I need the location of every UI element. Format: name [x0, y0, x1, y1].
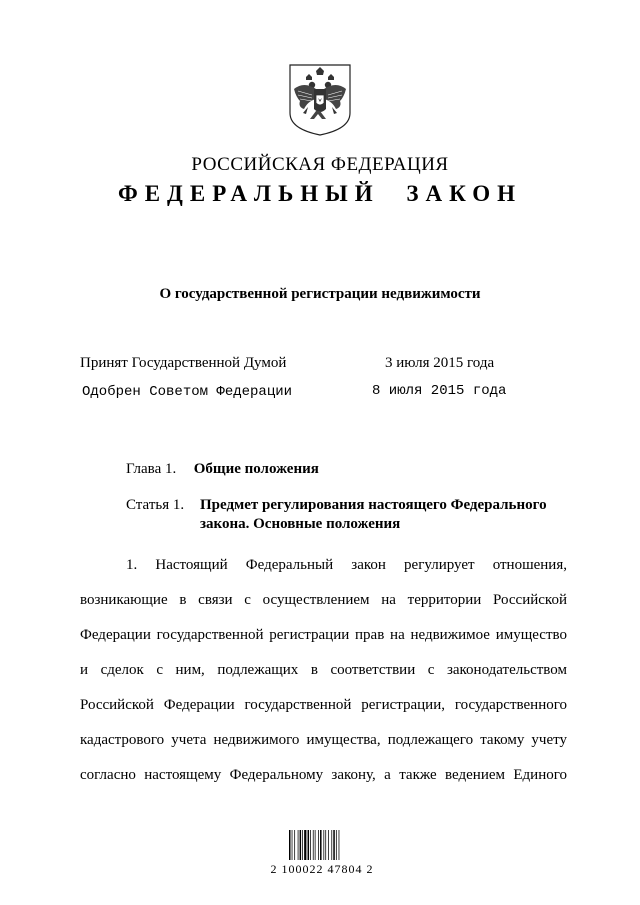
body-line: Российской Федерации государственной регистрации, государственного: [80, 697, 567, 713]
law-title: О государственной регистрации недвижимости: [159, 286, 481, 302]
approved-by-council-date: 8 июля 2015 года: [372, 383, 507, 399]
chapter-heading: [126, 461, 319, 478]
coat-of-arms-emblem: [286, 63, 354, 137]
country-name: РОССИЙСКАЯ ФЕДЕРАЦИЯ: [191, 154, 449, 175]
document-type-heading: ФЕДЕРАЛЬНЫЙ ЗАКОН: [117, 181, 523, 206]
article-title-line-2: закона. Основные положения: [200, 516, 401, 532]
body-line: Федерации государственной регистрации прав на недвижимое имущество: [80, 627, 567, 643]
article-body-paragraph: [80, 548, 567, 793]
body-line: и сделок с ним, подлежащих в соответствии с законодательством: [80, 662, 567, 678]
body-line: кадастрового учета недвижимого имущества, подлежащего такому учету: [80, 732, 567, 748]
document-barcode: [288, 822, 354, 864]
body-line: возникающие в связи с осуществлением на территории Российской: [80, 592, 567, 608]
article-heading: [126, 496, 566, 534]
adopted-by-duma-date: 3 июля 2015 года: [385, 355, 495, 371]
chapter-label: Глава 1.: [126, 461, 177, 477]
body-line: 1. Настоящий Федеральный закон регулирует отношения,: [126, 557, 567, 573]
body-line: согласно настоящему Федеральному закону, а также ведением Единого: [80, 767, 567, 783]
chapter-title: Общие положения: [193, 461, 319, 477]
approved-by-council-label: Одобрен Советом Федерации: [82, 384, 293, 400]
article-label: Статья 1.: [126, 497, 185, 513]
adopted-by-duma-label: Принят Государственной Думой: [80, 355, 287, 371]
article-title-line-1: Предмет регулирования настоящего Федерального: [200, 497, 547, 513]
barcode-number: 2 100022 47804 2: [270, 862, 374, 876]
